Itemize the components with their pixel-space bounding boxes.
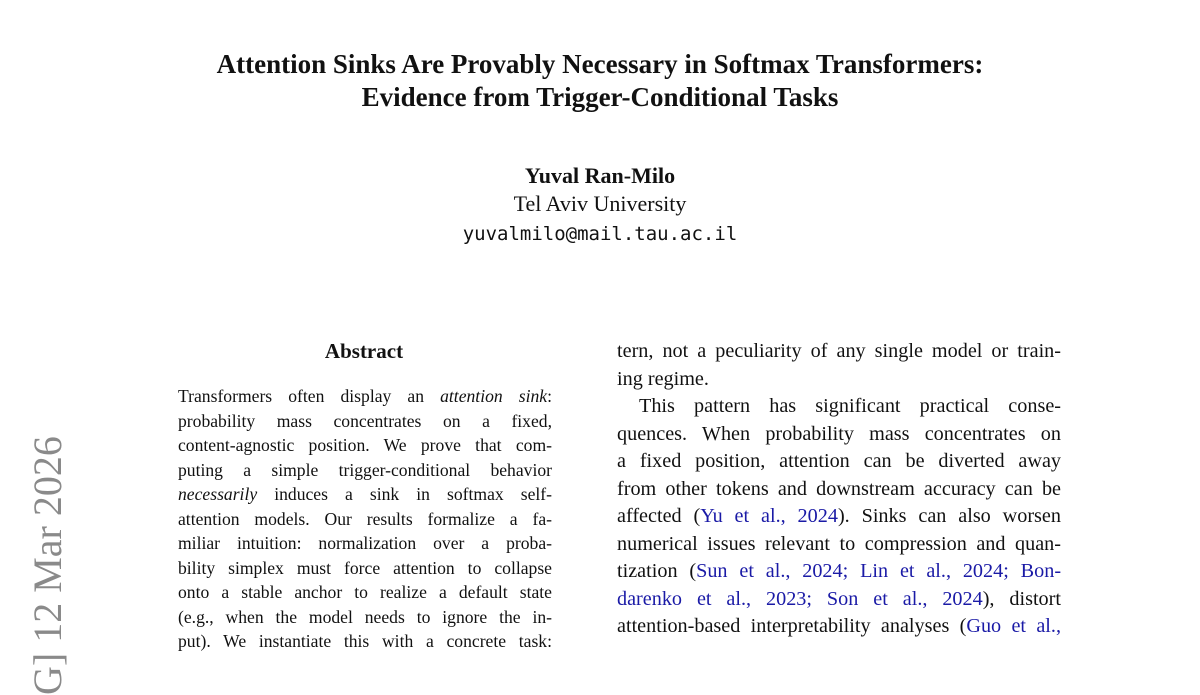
body-line: This pattern has significant practical conse- [639,395,1061,417]
abstract-line: puting a simple trigger-conditional behavior [178,459,552,480]
body-line: a fixed position, attention can be diverted away [617,450,1061,472]
abstract-heading: Abstract [324,339,404,363]
abstract-body [178,384,552,654]
body-line: ing regime. [617,367,709,390]
title-line-1: Attention Sinks Are Provably Necessary in Softmax Transformers: [216,49,984,79]
intro-column [617,338,1061,641]
citation-link[interactable]: Yu et al., 2024 [700,505,838,527]
body-line: tization (Sun et al., 2024; Lin et al., 2024; Bon- [617,560,1062,582]
citation-link[interactable]: darenko et al., 2023 [617,587,807,610]
body-line: from other tokens and downstream accuracy can be [617,477,1061,500]
emphasis: necessarily [178,484,258,504]
body-line: affected (Yu et al., 2024). Sinks can also worsen [617,505,1061,527]
abstract-line: content-agnostic position. We prove that com- [178,435,552,455]
abstract-line: attention models. Our results formalize a fa- [178,508,552,529]
body-line: numerical issues relevant to compression and quan- [617,532,1061,555]
citation-link[interactable]: Sun et al., 2024 [696,560,843,582]
abstract-line: miliar intuition: normalization over a proba- [178,533,552,553]
title-line-2: Evidence from Trigger-Conditional Tasks [361,82,839,112]
citation-link[interactable]: Son et al., 2024 [826,587,983,610]
abstract-line: (e.g., when the model needs to ignore the in- [178,606,552,627]
abstract-line: necessarily induces a sink in softmax self- [178,484,552,504]
arxiv-stamp: G] 12 Mar 2026 [25,436,70,695]
abstract-line: put). We instantiate this with a concrete task: [178,631,552,651]
abstract-line: onto a stable anchor to realize a default state [178,582,552,602]
abstract-line: probability mass concentrates on a fixed, [178,410,552,431]
emphasis: attention sink [440,386,548,406]
citation-link[interactable]: Lin et al., 2024 [860,560,1004,582]
body-line: tern, not a peculiarity of any single model or train- [617,340,1061,362]
citation-link[interactable]: Guo et al., [966,615,1061,637]
citation-link[interactable]: Bon- [1020,560,1062,582]
author-name: Yuval Ran-Milo [524,163,676,188]
body-line: attention-based interpretability analyses (Guo et al., [617,615,1061,637]
abstract-line: bility simplex must force attention to collapse [178,557,552,578]
author-email[interactable]: yuvalmilo@mail.tau.ac.il [462,223,738,245]
body-line: quences. When probability mass concentrates on [617,422,1061,445]
body-line: darenko et al., 2023; Son et al., 2024), distort [617,587,1061,610]
author-affiliation: Tel Aviv University [513,191,687,216]
paper-title [100,48,1100,114]
abstract-line: Transformers often display an attention sink: [178,386,553,406]
